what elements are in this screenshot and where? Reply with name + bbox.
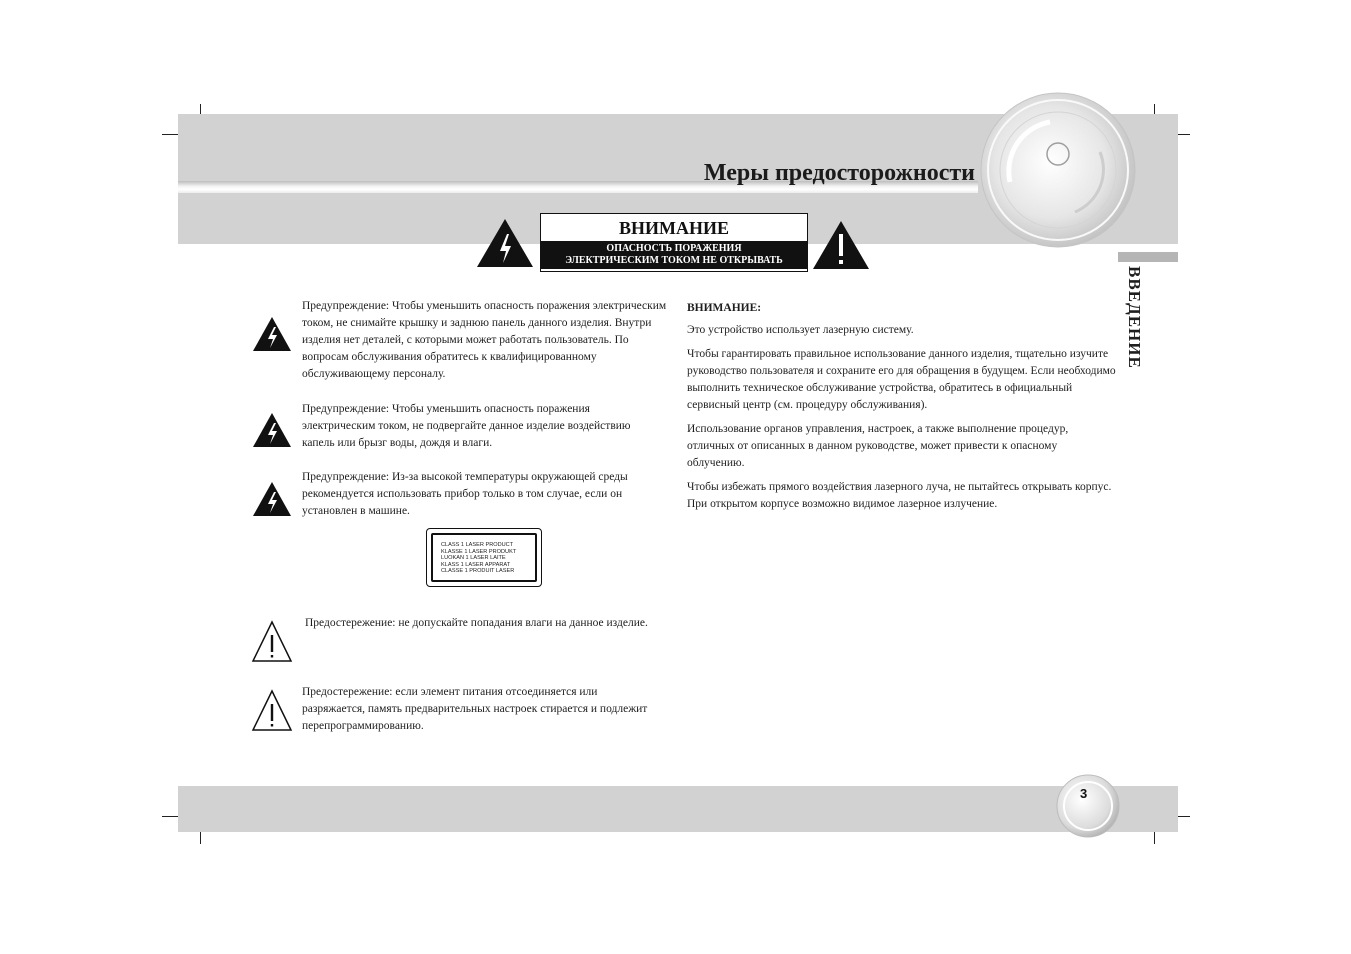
section-tab: ВВЕДЕНИЕ [1125, 266, 1144, 369]
page-title: Меры предосторожности [703, 160, 975, 186]
footer-band [178, 786, 1178, 832]
warning-line-1: ОПАСНОСТЬ ПОРАЖЕНИЯ [606, 243, 742, 254]
warning-text-1: Предупреждение: Чтобы уменьшить опасность поражения электрическим током, не снимайте крышку и заднюю панель данного изделия. Внутри изделия нет деталей, с которыми может работать пользователь. По вопросам обслуживания обратитесь к квалифицированному обслуживающему персоналу. [302, 300, 667, 380]
exclamation-triangle-icon [251, 620, 293, 663]
laser-info-paragraph: Это устройство использует лазерную систему. [687, 324, 914, 336]
warning-text-2: Предупреждение: Чтобы уменьшить опасность поражения электрическим током, не подвергайте данное изделие воздействию капель или брызг воды, дождя и влаги. [302, 403, 631, 449]
lightning-triangle-icon [252, 316, 292, 352]
laser-label-line: KLASSE 1 LASER PRODUKT [441, 548, 517, 555]
exclamation-triangle-icon [251, 689, 293, 732]
lightning-triangle-icon [252, 481, 292, 517]
laser-info-paragraph: Чтобы гарантировать правильное использование данного изделия, тщательно изучите руководство пользователя и сохраните его для обращения в будущем. Если необходимо выполнить техническое обслуживание устройства, обратитесь в официальный сервисный центр (см. процедуру обслуживания). [687, 348, 1116, 411]
lightning-triangle-icon [252, 412, 292, 448]
lightning-triangle-icon [476, 218, 534, 268]
warning-title: ВНИМАНИЕ [618, 218, 729, 238]
page-number-disc [1056, 774, 1120, 838]
laser-label-line: CLASS 1 LASER PRODUCT [441, 542, 514, 548]
caution-text-1: Предостережение: не допускайте попадания влаги на данное изделие. [305, 617, 648, 629]
warning-subtitle [541, 241, 807, 269]
side-tab-bar [1118, 252, 1178, 262]
warning-box [540, 213, 808, 272]
warning-line-2: ЭЛЕКТРИЧЕСКИМ ТОКОМ НЕ ОТКРЫВАТЬ [565, 255, 783, 266]
caution-text-2: Предостережение: если элемент питания отсоединяется или разряжается, память предварительных настроек стирается и подлежит перепрограммированию. [302, 686, 648, 732]
warning-text-3: Предупреждение: Из-за высокой температуры окружающей среды рекомендуется использовать прибор только в том случае, если он установлен в машине. [302, 471, 628, 517]
laser-info-column [687, 300, 1117, 520]
disc-graphic [980, 92, 1136, 248]
laser-label-line: KLASS 1 LASER APPARAT [441, 561, 511, 568]
laser-info-paragraph: Использование органов управления, настроек, а также выполнение процедур, отличных от описанных в данном руководстве, может привести к опасному облучению. [687, 423, 1069, 469]
laser-info-paragraph: Чтобы избежать прямого воздействия лазерного луча, не пытайтесь открывать корпус. При открытом корпусе возможно видимое лазерное излучение. [687, 481, 1112, 510]
laser-info-heading: ВНИМАНИЕ: [687, 302, 762, 314]
laser-label-line: CLASSE 1 PRODUIT LASER [441, 568, 515, 575]
page-number: 3 [1080, 786, 1088, 801]
laser-class-label [426, 528, 542, 587]
laser-label-line: LUOKAN 1 LASER LAITE [441, 555, 506, 562]
exclamation-triangle-icon [812, 220, 870, 270]
